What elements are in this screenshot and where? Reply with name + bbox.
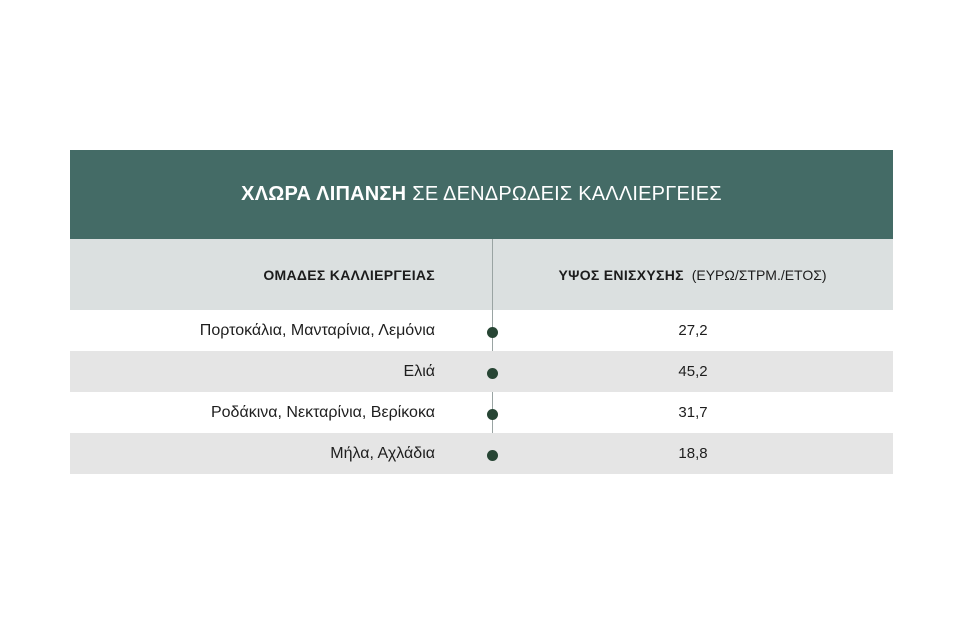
row-label: Ελιά [403,362,435,380]
header-crop-groups: ΟΜΑΔΕΣ ΚΑΛΛΙΕΡΓΕΙΑΣ [263,266,435,283]
header-support-amount-label: ΥΨΟΣ ΕΝΙΣΧΥΣΗΣ [558,266,684,283]
table-title-regular: ΣΕ ΔΕΝΔΡΩΔΕΙΣ ΚΑΛΛΙΕΡΓΕΙΕΣ [412,183,722,205]
header-support-amount-unit: (ΕΥΡΩ/ΣΤΡΜ./ΕΤΟΣ) [691,266,827,283]
table-header-row [70,239,893,310]
row-value: 27,2 [678,322,708,339]
row-value: 45,2 [678,363,708,380]
row-value: 18,8 [678,445,708,462]
table-title [70,150,893,239]
table-row [70,351,893,392]
table-row [70,433,893,474]
table-row [70,310,893,351]
table-row [70,392,893,433]
row-value: 31,7 [678,404,708,421]
subsidy-table [70,150,893,474]
row-label: Μήλα, Αχλάδια [330,444,435,462]
header-support-amount [435,267,893,283]
table-title-bold: ΧΛΩΡΑ ΛΙΠΑΝΣΗ [241,183,407,205]
table-body [70,239,893,474]
row-label: Ροδάκινα, Νεκταρίνια, Βερίκοκα [210,403,435,421]
row-label: Πορτοκάλια, Μανταρίνια, Λεμόνια [199,321,435,339]
